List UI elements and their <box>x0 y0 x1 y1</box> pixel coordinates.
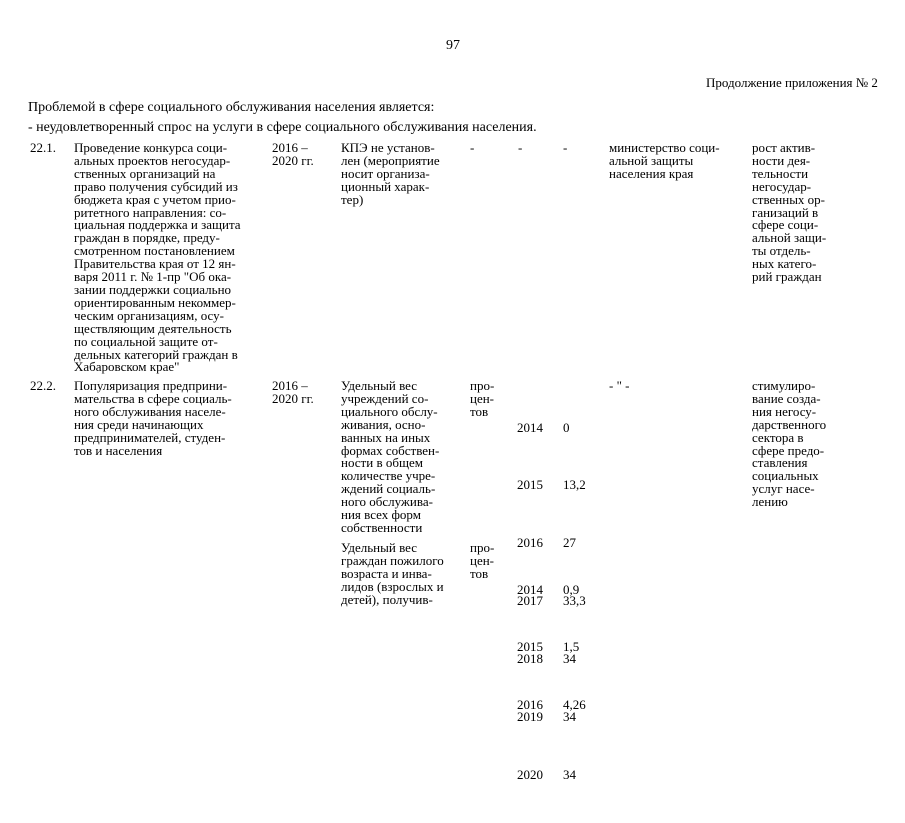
row-number: 22.1. <box>30 140 56 155</box>
indicator-text: Удельный вес учреждений со- циального обслу- живания, осно- ванных на иных формах собствен- ности в общем количестве учре- ждений социаль- ного обслужива- ния всех форм собственности <box>341 378 440 535</box>
unit: про- цен- тов <box>470 540 495 581</box>
unit: - <box>470 140 475 155</box>
year: - <box>518 140 523 155</box>
value: - <box>563 140 568 155</box>
period: 2016 – 2020 гг. <box>272 140 314 168</box>
year: 2020 <box>517 766 543 782</box>
intro-line-2: - неудовлетворенный спрос на услуги в сфере социального обслуживания населения. <box>28 120 537 135</box>
unit: про- цен- тов <box>470 378 495 419</box>
year: 2014 <box>517 419 543 435</box>
value: 1,5 <box>563 639 580 655</box>
page-number: 97 <box>446 38 460 53</box>
year-list <box>517 541 543 753</box>
year: 2015 <box>517 477 543 493</box>
year: 2015 <box>517 639 543 655</box>
value: 27 <box>563 535 576 551</box>
executor: - " - <box>609 378 630 393</box>
result-text: рост актив- ности дея- тельности негосудар- ственных ор- ганизаций в сфере соци- альной защи- ты отдель- ных катего- рий граждан <box>752 140 827 285</box>
year: 2014 <box>517 581 543 597</box>
year: 2019 <box>517 709 543 725</box>
value: 34 <box>563 766 576 782</box>
activity-text: Популяризация предприни- мательства в сфере социаль- ного обслуживания населе- ния среди начинающих предпринимателей, студен- тов и населения <box>74 378 232 458</box>
activity-text: Проведение конкурса соци- альных проектов негосудар- ственных организаций на право получения субсидий из бюджета края с учетом прио- ритетного направления: со- циальная поддержка и защита граждан в порядке, преду- смотренном постановлением Правительства края от 12 ян- варя 2011 г. № 1-пр "Об ока- зании поддержки социально ориентированным некоммер- ческим организациям, осу- ществляющим деятельность по социальной защите от- дельных категорий граждан в Хабаровском крае" <box>74 140 241 375</box>
year: 2017 <box>517 593 543 609</box>
value: 13,2 <box>563 477 586 493</box>
row-number: 22.2. <box>30 378 56 393</box>
indicator-text: Удельный вес граждан пожилого возраста и инва- лидов (взрослых и детей), получив- <box>341 540 444 607</box>
continuation-note: Продолжение приложения № 2 <box>706 75 878 90</box>
value: 34 <box>563 709 576 725</box>
year: 2016 <box>517 697 543 713</box>
value: 4,26 <box>563 697 586 713</box>
executor: министерство соци- альной защиты населения края <box>609 140 720 181</box>
indicator-text: КПЭ не установ- лен (мероприятие носит организа- ционный харак- тер) <box>341 140 440 207</box>
value: 0 <box>563 419 570 435</box>
value: 34 <box>563 651 576 667</box>
intro-line-1: Проблемой в сфере социального обслуживания населения является: <box>28 100 435 115</box>
result-text: стимулиро- вание созда- ния негосу- дарственного сектора в сфере предо- ставления социальных услуг насе- лению <box>752 378 827 510</box>
value: 0,9 <box>563 581 580 597</box>
year: 2018 <box>517 651 543 667</box>
year: 2016 <box>517 535 543 551</box>
value-list <box>563 541 586 753</box>
value: 33,3 <box>563 593 586 609</box>
period: 2016 – 2020 гг. <box>272 378 314 406</box>
